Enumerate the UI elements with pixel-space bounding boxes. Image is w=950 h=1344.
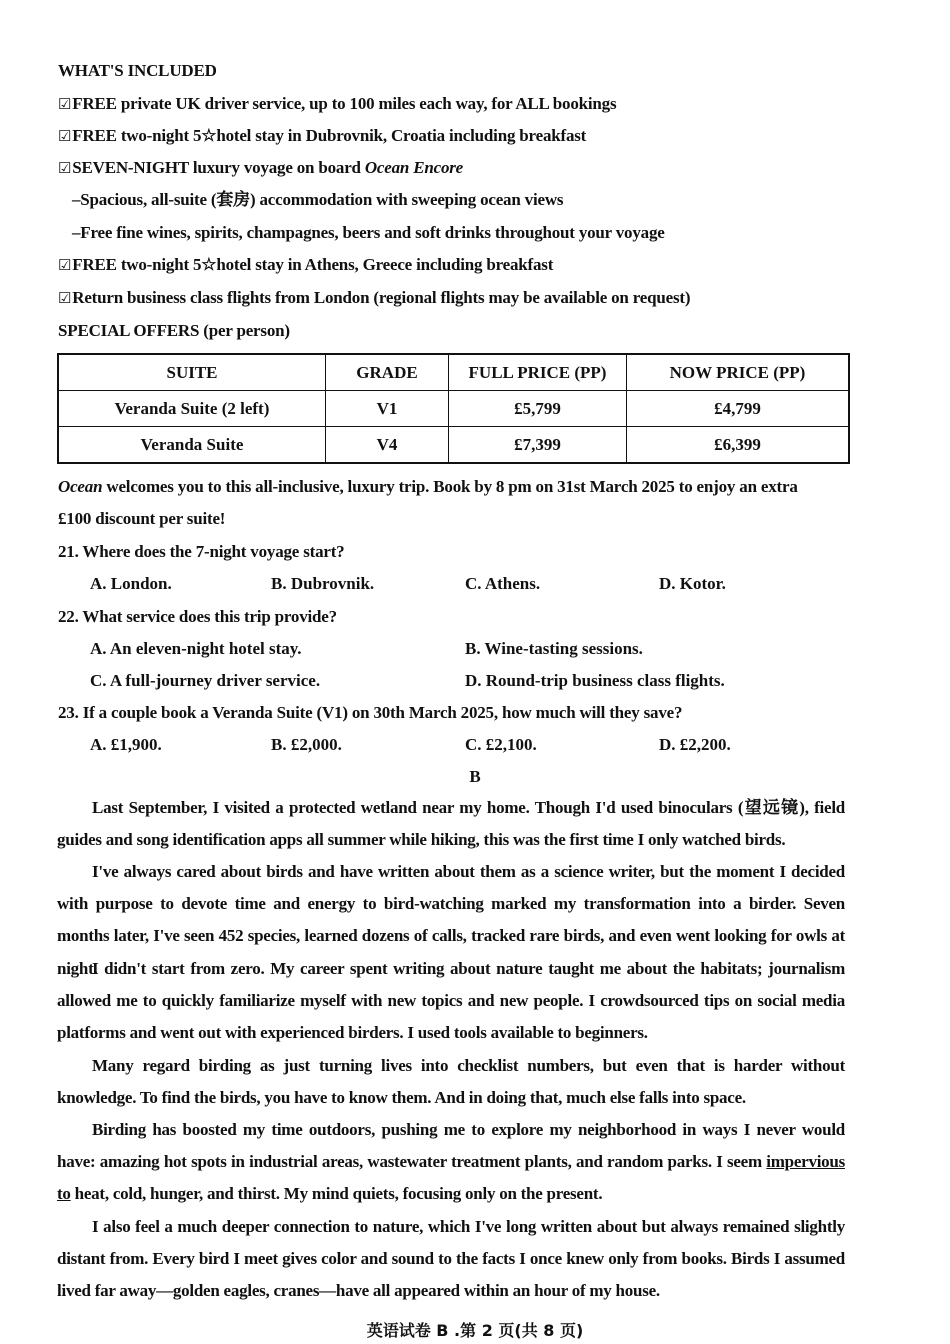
underlined-phrase: impervious to (57, 1152, 845, 1204)
answer-option: D. Round-trip business class flights. (465, 671, 725, 690)
special-offers-heading: SPECIAL OFFERS (per person) (58, 321, 290, 340)
section-label: B (469, 767, 481, 786)
question-stem: 22. What service does this trip provide? (58, 607, 337, 626)
included-item: ☑FREE two-night 5☆hotel stay in Dubrovnik, Croatia including breakfast (58, 126, 587, 145)
included-item: ☑SEVEN-NIGHT luxury voyage on board Ocean Encore (58, 158, 464, 177)
column-header: FULL PRICE (PP) (449, 354, 627, 391)
passage-paragraph: I've always cared about birds and have written about them as a science writer, but the moment I decided with purpose to devote time and energy to bird-watching marked my transformation into a birder. Seven months later, I've seen 452 species, learned dozens of calls, tracked rare birds, and even went looking for owls at night. (57, 862, 845, 978)
answer-option: A. An eleven-night hotel stay. (90, 639, 302, 658)
table-cell: Veranda Suite (58, 427, 326, 464)
included-item: ☑Return business class flights from London (regional flights may be available on request) (58, 288, 691, 307)
question-stem: 21. Where does the 7-night voyage start? (58, 542, 345, 561)
answer-option: B. £2,000. (271, 735, 342, 754)
passage-paragraph: Last September, I visited a protected wetland near my home. Though I'd used binoculars (望远镜), field guides and song identification apps all summer while hiking, this was the first time I only watched birds. (57, 798, 845, 850)
ship-name: Ocean Encore (364, 158, 464, 177)
table-row (58, 427, 849, 464)
question-stem: 23. If a couple book a Veranda Suite (V1) on 30th March 2025, how much will they save? (58, 703, 683, 722)
checkbox-icon: ☑ (58, 97, 72, 113)
welcome-line: £100 discount per suite! (58, 509, 226, 528)
table-cell: Veranda Suite (2 left) (58, 391, 326, 427)
table-cell: £6,399 (627, 427, 850, 464)
answer-option: C. Athens. (465, 574, 541, 593)
answer-option: B. Dubrovnik. (271, 574, 375, 593)
page-footer: 英语试卷 B .第 2 页(共 8 页) (366, 1321, 584, 1340)
included-subitem: –Spacious, all-suite (套房) accommodation with sweeping ocean views (72, 190, 564, 209)
special-offers-table (57, 353, 850, 464)
answer-option: C. £2,100. (465, 735, 537, 754)
passage-paragraph: I didn't start from zero. My career spent writing about nature taught me about the habitats; journalism allowed me to quickly familiarize myself with new topics and new people. I crowdsourced tips on social media platforms and went out with experienced birders. I used tools available to beginners. (57, 959, 845, 1043)
answer-option: D. £2,200. (659, 735, 731, 754)
answer-option: A. £1,900. (90, 735, 162, 754)
table-row (58, 391, 849, 427)
table-cell: £4,799 (627, 391, 850, 427)
answer-option: B. Wine-tasting sessions. (465, 639, 643, 658)
table-header-row (58, 354, 849, 391)
checkbox-icon: ☑ (58, 291, 72, 307)
table-cell: V4 (326, 427, 449, 464)
table-cell: £5,799 (449, 391, 627, 427)
answer-option: A. London. (90, 574, 172, 593)
table-cell: £7,399 (449, 427, 627, 464)
checkbox-icon: ☑ (58, 129, 72, 145)
passage-paragraph: Birding has boosted my time outdoors, pushing me to explore my neighborhood in ways I never would have: amazing hot spots in industrial areas, wastewater treatment plants, and random parks. I seem impervious to heat, cold, hunger, and thirst. My mind quiets, focusing only on the present. (57, 1120, 845, 1204)
checkbox-icon: ☑ (58, 161, 72, 177)
welcome-line: Ocean welcomes you to this all-inclusive, luxury trip. Book by 8 pm on 31st March 2025 to enjoy an extra (58, 477, 798, 496)
whats-included-heading: WHAT'S INCLUDED (58, 61, 217, 80)
answer-option: C. A full-journey driver service. (90, 671, 321, 690)
included-item: ☑FREE private UK driver service, up to 100 miles each way, for ALL bookings (58, 94, 617, 113)
table-cell: V1 (326, 391, 449, 427)
passage-paragraph: I also feel a much deeper connection to nature, which I've long written about but always remained slightly distant from. Every bird I meet gives color and sound to the facts I once knew only from books. Birds I assumed lived far away—golden eagles, cranes—have all appeared within an hour of my house. (57, 1217, 845, 1301)
included-subitem: –Free fine wines, spirits, champagnes, beers and soft drinks throughout your voyage (72, 223, 665, 242)
column-header: GRADE (326, 354, 449, 391)
answer-option: D. Kotor. (659, 574, 726, 593)
checkbox-icon: ☑ (58, 258, 72, 274)
column-header: NOW PRICE (PP) (627, 354, 850, 391)
brand-name: Ocean (58, 477, 103, 496)
passage-paragraph: Many regard birding as just turning lives into checklist numbers, but even that is harder without knowledge. To find the birds, you have to know them. And in doing that, much else falls into space. (57, 1056, 845, 1108)
included-item: ☑FREE two-night 5☆hotel stay in Athens, Greece including breakfast (58, 255, 554, 274)
column-header: SUITE (58, 354, 326, 391)
